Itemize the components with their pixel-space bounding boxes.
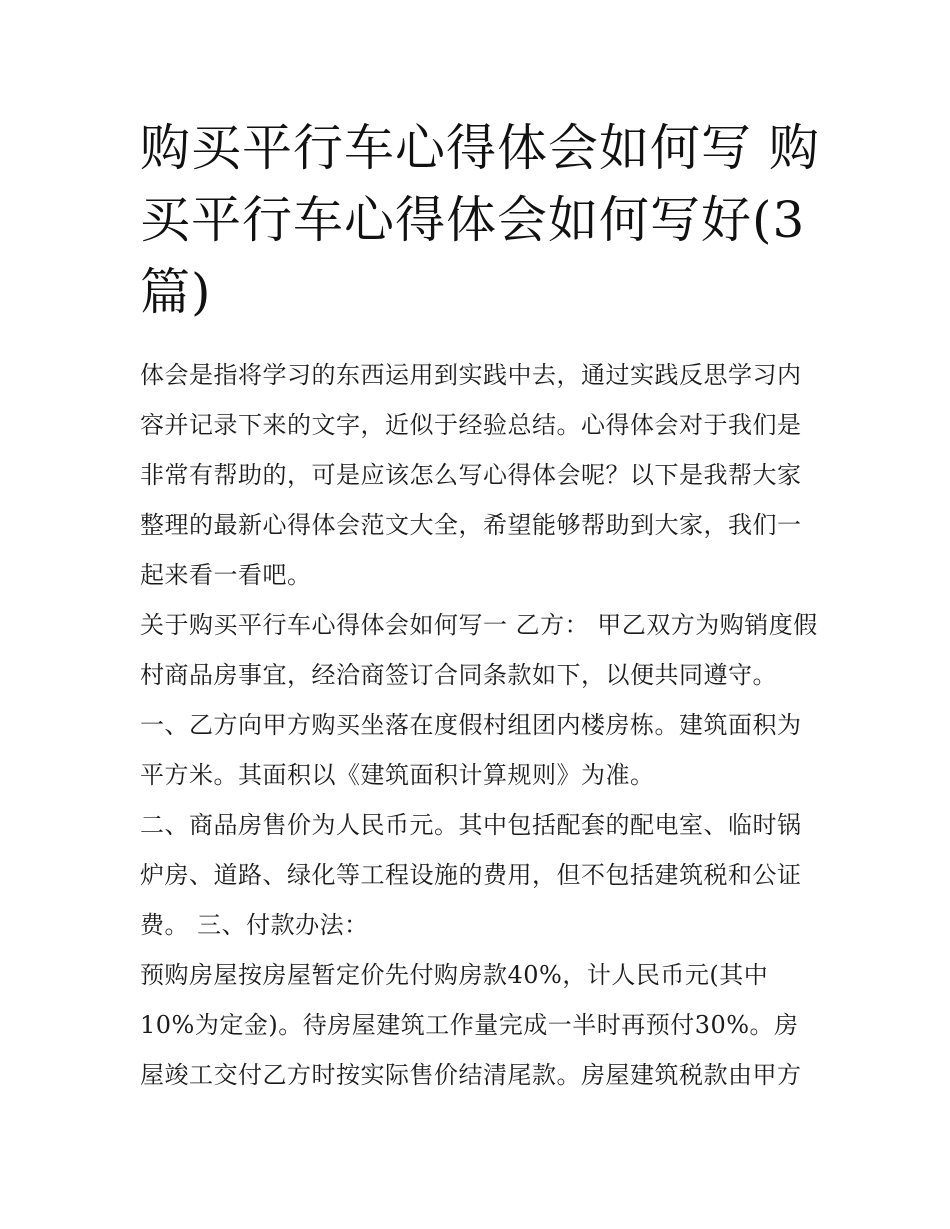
document-title: 购买平行车心得体会如何写 购买平行车心得体会如何写好(3篇)	[140, 119, 820, 321]
document-body	[140, 112, 820, 1100]
paragraph-contract-preamble: 关于购买平行车心得体会如何写一 乙方： 甲乙双方为购销度假村商品房事宜，经洽商签订合同条款如下，以便共同遵守。	[140, 611, 818, 689]
paragraph-clause-two: 二、商品房售价为人民币元。其中包括配套的配电室、临时锅炉房、道路、绿化等工程设施的费用，但不包括建筑税和公证费。 三、付款办法：	[140, 811, 802, 939]
paragraph-intro: 体会是指将学习的东西运用到实践中去，通过实践反思学习内容并记录下来的文字，近似于经验总结。心得体会对于我们是非常有帮助的，可是应该怎么写心得体会呢？以下是我帮大家整理的最新心得体会范文大全，希望能够帮助到大家，我们一起来看一看吧。	[140, 361, 802, 589]
paragraph-clause-one: 一、乙方向甲方购买坐落在度假村组团内楼房栋。建筑面积为平方米。其面积以《建筑面积计算规则》为准。	[140, 711, 802, 789]
paragraph-payment: 预购房屋按房屋暂定价先付购房款40%，计人民币元(其中10%为定金)。待房屋建筑工作量完成一半时再预付30%。房屋竣工交付乙方时按实际售价结清尾款。房屋建筑税款由甲方	[140, 961, 802, 1089]
